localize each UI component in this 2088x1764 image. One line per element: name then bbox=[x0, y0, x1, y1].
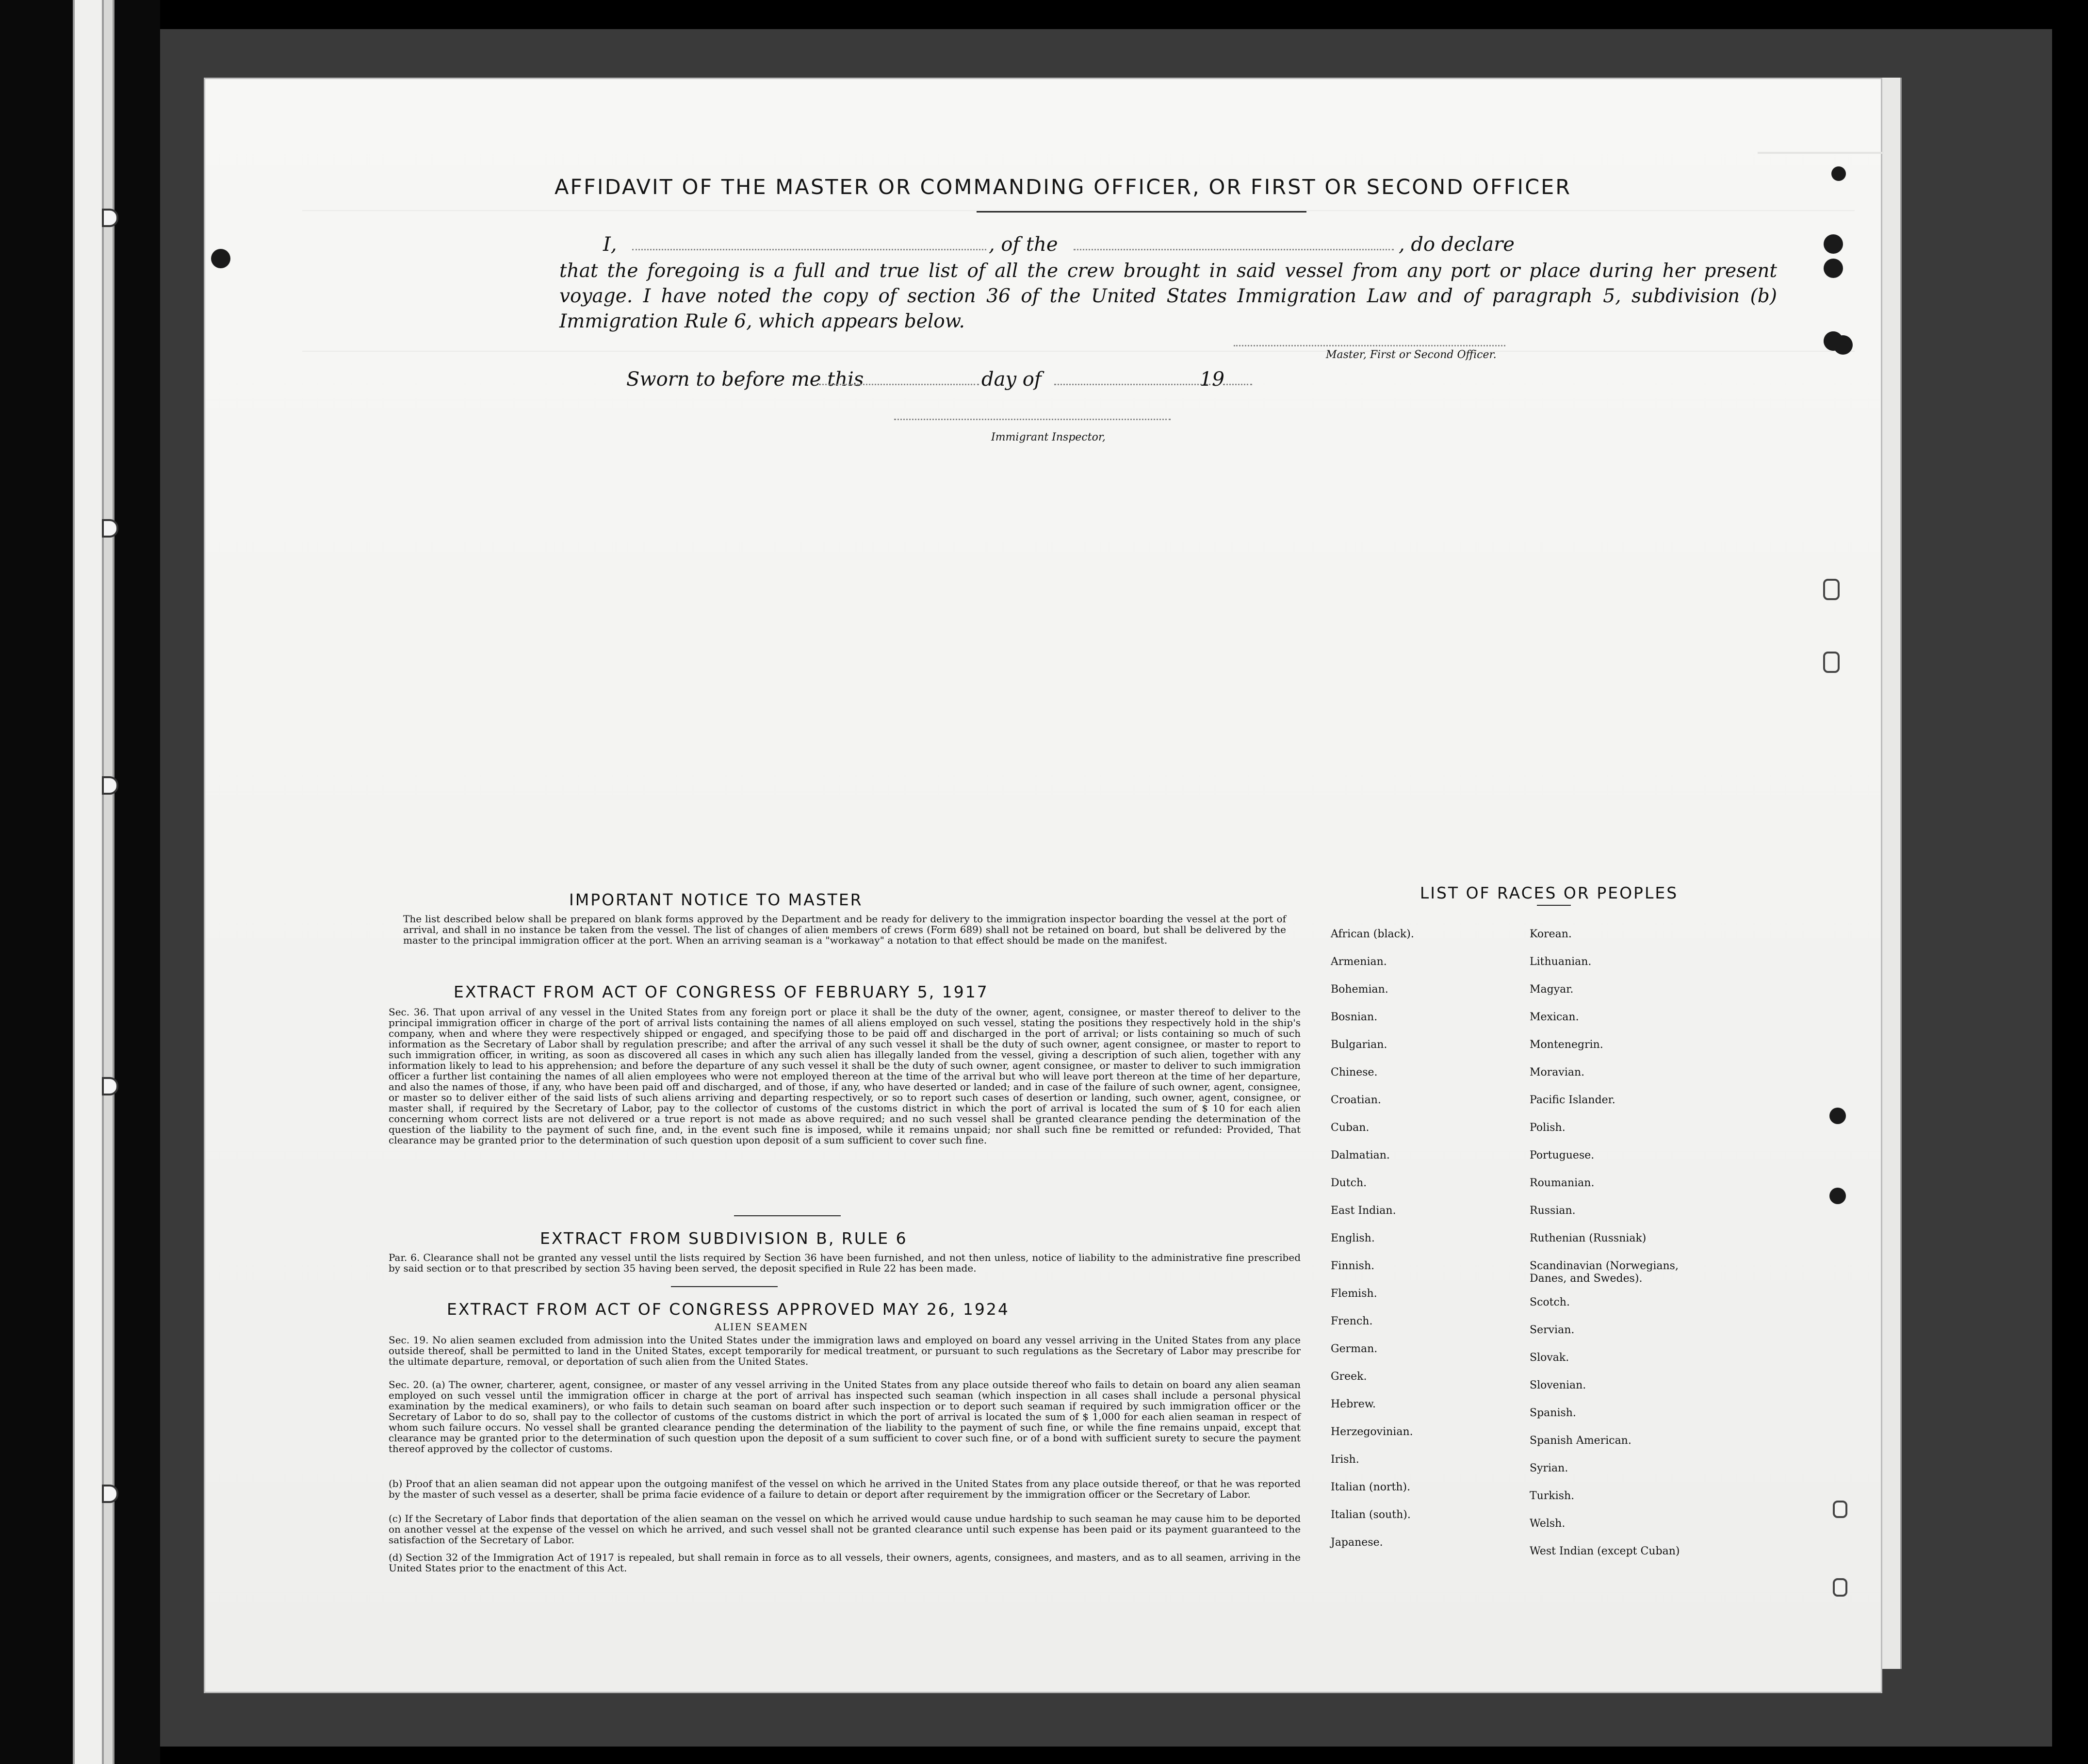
race-item: English. bbox=[1331, 1232, 1375, 1244]
signature-caption: Master, First or Second Officer. bbox=[1326, 349, 1497, 361]
race-item: Flemish. bbox=[1331, 1288, 1377, 1300]
document-page bbox=[204, 78, 1882, 1693]
race-item: African (black). bbox=[1331, 928, 1414, 940]
affidavit-declare-label: , do declare bbox=[1399, 233, 1515, 256]
sworn-label: Sworn to before me this bbox=[626, 368, 864, 391]
race-item: Roumanian. bbox=[1530, 1177, 1595, 1189]
month-blank bbox=[1054, 384, 1214, 385]
punch-hole bbox=[1824, 259, 1843, 278]
race-item: Slovak. bbox=[1530, 1352, 1569, 1364]
race-item: Spanish American. bbox=[1530, 1435, 1631, 1447]
binding-ring bbox=[1833, 1578, 1847, 1597]
race-item: Italian (north). bbox=[1331, 1481, 1411, 1493]
race-item: Ruthenian (Russniak) bbox=[1530, 1232, 1647, 1244]
race-item: Moravian. bbox=[1530, 1066, 1585, 1078]
affidavit-body: that the foregoing is a full and true list of all the crew brought in said vessel from any port or place during her present voyage. I have noted the copy of section 36 of the United States Immigration Law and of paragraph 5, subdivision (b) Immigration Rule 6, which appears below. bbox=[559, 260, 1777, 332]
punch-hole bbox=[1833, 335, 1853, 355]
extract-1924-subtitle: ALIEN SEAMEN bbox=[715, 1321, 809, 1333]
year-label: 19 bbox=[1200, 368, 1224, 391]
race-item: Finnish. bbox=[1331, 1260, 1375, 1272]
race-item: Montenegrin. bbox=[1530, 1039, 1603, 1051]
binding-ring bbox=[1833, 1501, 1847, 1518]
title-underline bbox=[977, 211, 1306, 212]
race-item: Polish. bbox=[1530, 1122, 1566, 1134]
race-item: Scotch. bbox=[1530, 1296, 1570, 1308]
race-item: Spanish. bbox=[1530, 1407, 1576, 1419]
day-blank bbox=[819, 384, 979, 385]
race-item: East Indian. bbox=[1331, 1205, 1396, 1217]
binding-clip bbox=[102, 776, 118, 795]
race-item: Lithuanian. bbox=[1530, 956, 1592, 968]
punch-hole bbox=[211, 249, 230, 268]
extract-1924-sec19: Sec. 19. No alien seamen excluded from admission into the United States under the immigration laws and employed on board any vessel arriving in the United States from any place outside thereof, shall be permitted to land in the United States, except temporarily for medical treatment, or pursuant to such regulations as the Secretary of Labor may prescribe for the ultimate departure, removal, or deportation of such alien from the United States. bbox=[389, 1334, 1301, 1367]
binding-clip bbox=[102, 1077, 118, 1095]
extract-1924-sec20c: (c) If the Secretary of Labor finds that deportation of the alien seaman on the vessel on which he arrived would cause undue hardship to such seaman he may cause him to be deported on another vessel at the expense of the vessel on which he arrived, and such vessel shall not be granted clearance until such expense has been paid or its payment guaranteed to the satisfaction of the Secretary of Labor. bbox=[389, 1513, 1301, 1546]
race-item: Bosnian. bbox=[1331, 1011, 1378, 1023]
inspector-caption: Immigrant Inspector, bbox=[991, 431, 1106, 443]
race-item: Irish. bbox=[1331, 1454, 1359, 1466]
section-divider bbox=[671, 1286, 778, 1287]
affidavit-i-label: I, bbox=[603, 233, 617, 256]
extract-1924-sec20d: (d) Section 32 of the Immigration Act of 1917 is repealed, but shall remain in force as to all vessels, their owners, agents, consignees, and masters, and as to all seamen, arriving in the United States prior to the enactment of this Act. bbox=[389, 1552, 1301, 1574]
affidavit-of-the-label: , of the bbox=[989, 233, 1058, 256]
signature-blank bbox=[1234, 345, 1505, 346]
race-item: Turkish. bbox=[1530, 1490, 1575, 1502]
race-item: Pacific Islander. bbox=[1530, 1094, 1615, 1106]
race-item: Bohemian. bbox=[1331, 983, 1388, 996]
day-of-label: day of bbox=[981, 368, 1042, 391]
race-item: Slovenian. bbox=[1530, 1379, 1586, 1391]
punch-hole bbox=[1824, 234, 1843, 254]
extract-1924-title: EXTRACT FROM ACT OF CONGRESS APPROVED MAY 26, 1924 bbox=[447, 1300, 1010, 1319]
race-item: German. bbox=[1331, 1343, 1378, 1355]
race-item: Croatian. bbox=[1331, 1094, 1381, 1106]
race-item: Portuguese. bbox=[1530, 1149, 1595, 1161]
race-item: Greek. bbox=[1331, 1371, 1367, 1383]
extract-1917-body: Sec. 36. That upon arrival of any vessel in the United States from any foreign port or place it shall be the duty of the owner, agent, consignee, or master thereof to deliver to the principal immigration officer in charge of the port of arrival lists containing the names of all aliens employed on such vessel, stating the positions they respectively hold in the ship's company, when and where they were respectively shipped or engaged, and specifying those to be paid off and discharged in the port of arrival; or lists containing so much of such information as the Secretary of Labor shall by regulation prescribe; and after the arrival of any such vessel it shall be the duty of such owner, agent consignee, or master to report to such immigration officer, in writing, as soon as discovered all cases in which any such alien has illegally landed from the vessel, giving a description of such alien, together with any information likely to lead to his apprehension; and before the departure of any such vessel it shall be the duty of such owner, agent consignee, or master to deliver to such immigration officer a further list containing the names of all alien employees who were not employed thereon at the time of the arrival but who will leave port thereon at the time of her departure, and also the names of those, if any, who have been paid off and discharged, and of those, if any, who have deserted or landed; and in case of the failure of such owner, agent, consignee, or master so to deliver either of the said lists of such aliens arriving and departing respectively, or so to report such cases of desertion or landing, such owner, agent, consignee, or master shall, if required by the Secretary of Labor, pay to the collector of customs of the customs district in which the port of arrival is located the sum of $ 10 for each alien concerning whom correct lists are not delivered or a true report is not made as above required; and no such vessel shall be granted clearance pending the determination of the question of the liability to the payment of such fine, and, in the event such fine is imposed, while it remains unpaid; nor shall such fine be remitted or refunded: Provided, That clearance may be granted prior to the determination of such question upon deposit of a sum sufficient to cover such fine. bbox=[389, 1006, 1301, 1146]
race-item: Japanese. bbox=[1331, 1536, 1383, 1549]
race-item: Hebrew. bbox=[1331, 1398, 1376, 1410]
race-item: Korean. bbox=[1530, 928, 1572, 940]
year-blank bbox=[1223, 384, 1252, 385]
section-divider bbox=[734, 1215, 841, 1216]
extract-rule6-body: Par. 6. Clearance shall not be granted any vessel until the lists required by Section 36 have been furnished, and not then unless, notice of liability to the administrative fine prescribed by said section or to that prescribed by section 35 having been served, the deposit specified in Rule 22 has been made. bbox=[389, 1252, 1301, 1274]
binding-ring bbox=[1823, 652, 1840, 673]
race-item: Armenian. bbox=[1331, 956, 1387, 968]
punch-hole bbox=[1831, 166, 1846, 181]
binding-clip bbox=[102, 1485, 118, 1503]
name-blank bbox=[632, 249, 986, 250]
race-item: Cuban. bbox=[1331, 1122, 1370, 1134]
extract-1924-sec20a: Sec. 20. (a) The owner, charterer, agent, consignee, or master of any vessel arriving in the United States from any place outside thereof who fails to detain on board any alien seaman employed on such vessel until the immigration officer in charge at the port of arrival has inspected such seaman (which inspection in all cases shall include a personal physical examination by the medical examiners), or who fails to detain such seaman on board after such inspection or to deport such seaman if required by such immigration officer or the Secretary of Labor to do so, shall pay to the collector of customs of the customs district in which the port of arrival is located the sum of $ 1,000 for each alien seaman in respect of whom such failure occurs. No vessel shall be granted clearance pending the determination of the liability to the payment of such fine, or while the fine remains unpaid, except that clearance may be granted prior to the determination of such question upon the deposit of a sum sufficient to cover such fine, or of a bond with sufficient surety to secure the payment thereof approved by the collector of customs. bbox=[389, 1379, 1301, 1454]
race-item: Scandinavian (Norwegians, Danes, and Swedes). bbox=[1530, 1260, 1679, 1285]
punch-hole bbox=[1829, 1188, 1846, 1204]
affidavit-title: AFFIDAVIT OF THE MASTER OR COMMANDING OFFICER, OR FIRST OR SECOND OFFICER bbox=[555, 175, 1572, 199]
binding-clip bbox=[102, 209, 118, 227]
race-item: West Indian (except Cuban) bbox=[1530, 1545, 1680, 1557]
race-item: Syrian. bbox=[1530, 1462, 1568, 1474]
inspector-blank bbox=[894, 419, 1171, 420]
race-item: Chinese. bbox=[1331, 1066, 1378, 1078]
race-item: Dalmatian. bbox=[1331, 1149, 1390, 1161]
race-item: Bulgarian. bbox=[1331, 1039, 1387, 1051]
extract-rule6-title: EXTRACT FROM SUBDIVISION B, RULE 6 bbox=[540, 1229, 908, 1248]
extract-1917-title: EXTRACT FROM ACT OF CONGRESS OF FEBRUARY 5, 1917 bbox=[454, 982, 989, 1001]
race-item: Italian (south). bbox=[1331, 1509, 1411, 1521]
race-item: Servian. bbox=[1530, 1324, 1575, 1336]
race-item: Welsh. bbox=[1530, 1518, 1566, 1530]
races-title-underline bbox=[1537, 905, 1571, 906]
underlying-page-edge bbox=[1882, 78, 1902, 1669]
notice-body: The list described below shall be prepared on blank forms approved by the Department and be ready for delivery to the immigration inspector boarding the vessel at the port of arrival, and shall in no instance be taken from the vessel. The list of changes of alien members of crews (Form 689) shall not be retained on board, but shall be delivered by the master to the principal immigration officer at the port. When an arriving seaman is a "workaway" a notation to that effect should be made on the manifest. bbox=[403, 913, 1286, 946]
vessel-blank bbox=[1074, 249, 1394, 250]
notice-title: IMPORTANT NOTICE TO MASTER bbox=[569, 890, 863, 909]
binding-clip bbox=[102, 519, 118, 538]
race-item: Herzegovinian. bbox=[1331, 1426, 1413, 1438]
punch-hole bbox=[1829, 1108, 1846, 1124]
race-item: Mexican. bbox=[1530, 1011, 1579, 1023]
race-item: Russian. bbox=[1530, 1205, 1576, 1217]
race-item: Dutch. bbox=[1331, 1177, 1367, 1189]
extract-1924-sec20b: (b) Proof that an alien seaman did not appear upon the outgoing manifest of the vessel on which he arrived in the United States from any place outside thereof, or that he was reported by the master of such vessel as a deserter, shall be prima facie evidence of a failure to detain or deport after requirement by the immigration officer or the Secretary of Labor. bbox=[389, 1478, 1301, 1500]
bleed-through bbox=[302, 351, 1855, 352]
binding-ring bbox=[1823, 579, 1840, 600]
races-title: LIST OF RACES OR PEOPLES bbox=[1419, 883, 1679, 902]
race-item: French. bbox=[1331, 1315, 1373, 1327]
race-item: Magyar. bbox=[1530, 983, 1574, 996]
bleed-through bbox=[1758, 152, 1884, 154]
